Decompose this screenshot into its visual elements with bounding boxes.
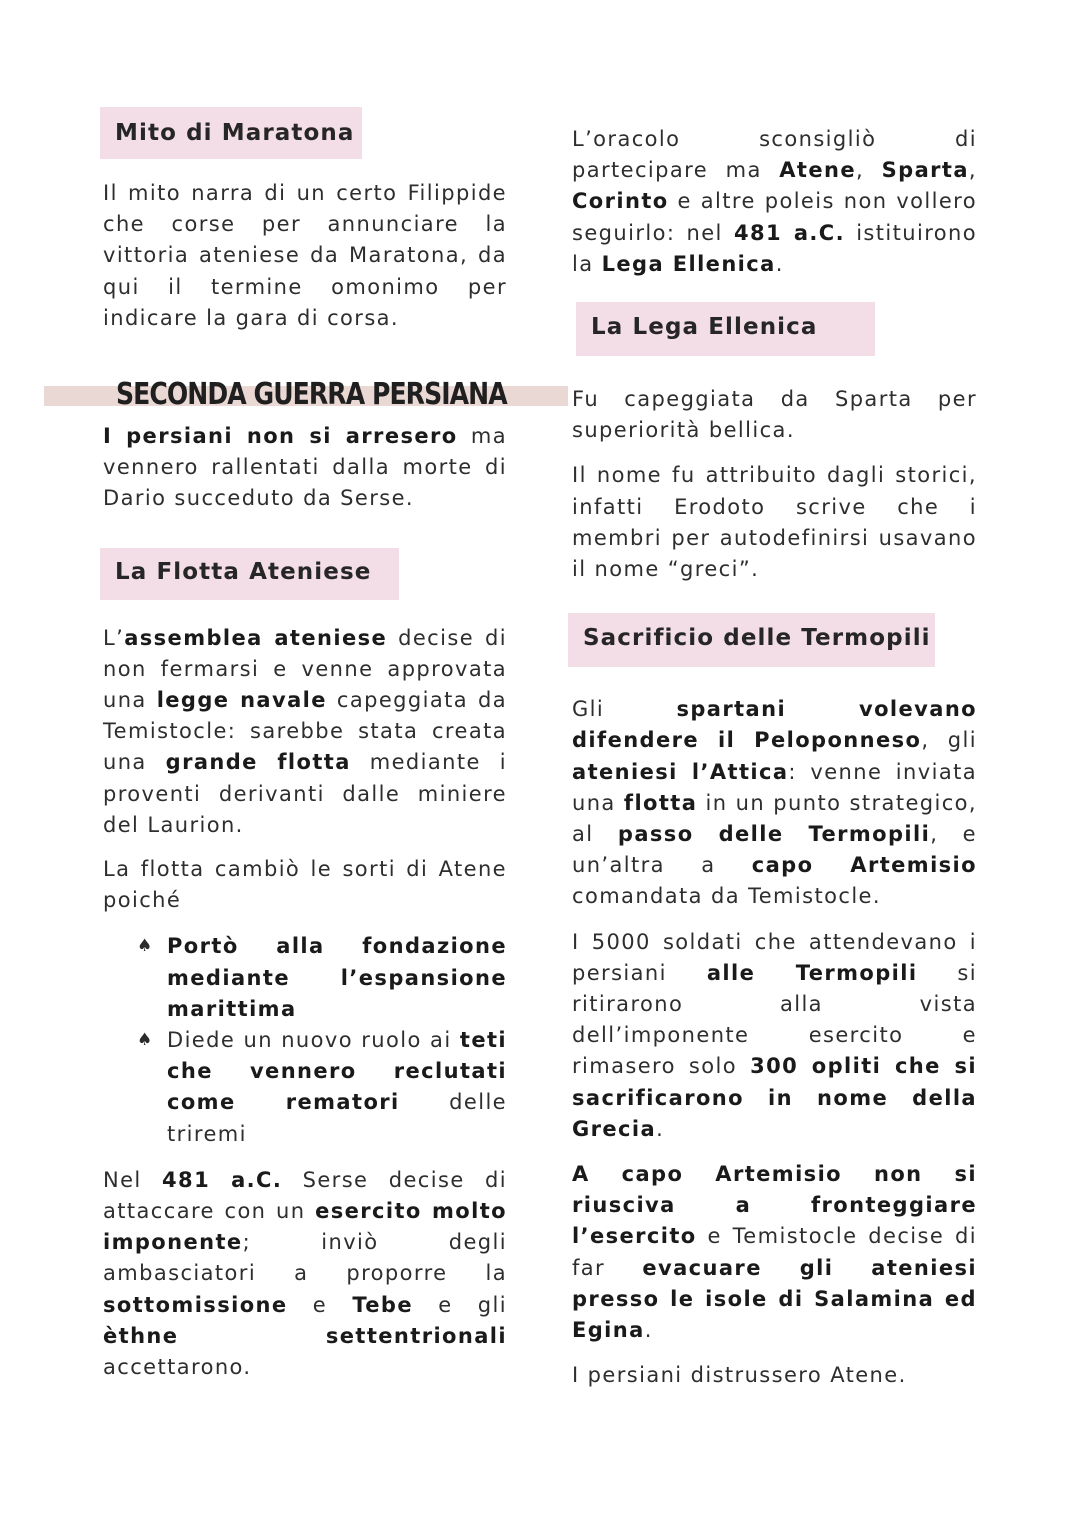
paragraph-termopili-1: Gli spartani volevano difendere il Peloponneso, gli ateniesi l’Attica: venne inviata una flotta in un punto strategico, al passo delle Termopili, e un’altra a capo Artemisio comandata da Temistocle. [572,697,978,909]
paragraph-flotta-2: La flotta cambiò le sorti di Atene poiché [103,857,507,913]
bold-text: sottomissione [103,1292,288,1317]
bold-text: 481 a.C. [162,1167,283,1192]
paragraph-termopili-4: I persiani distrussero Atene. [572,1363,907,1388]
bold-text: Atene [779,158,856,183]
paragraph-481: Nel 481 a.C. Serse decise di attaccare con un esercito molto imponente; inviò degli ambasciatori a proporre la sottomissione e Tebe e gli èthne settentrionali accettarono. [103,1167,507,1380]
paragraph-lega-2: Il nome fu attribuito dagli storici, infatti Erodoto scrive che i membri per autodefinirsi usavano il nome “greci”. [572,463,977,582]
paragraph-seconda-guerra: I persiani non si arresero ma vennero rallentati dalla morte di Dario succeduto da Serse. [103,424,507,511]
heading-la-flotta-ateniese: La Flotta Ateniese [100,548,399,600]
bold-text: Portò alla fondazione mediante l’espansione marittima [167,934,507,1021]
bold-text: passo delle Termopili [617,822,931,847]
heading-la-lega-ellenica: La Lega Ellenica [576,302,875,356]
right-column [572,124,977,1392]
spade-bullet-icon: ♠ [137,1030,153,1051]
bold-text: alle Termopili [706,960,918,985]
list-item [137,931,507,1025]
heading-mito-di-maratona: Mito di Maratona [100,107,362,159]
bold-text: flotta [623,790,698,815]
paragraph-oracolo: L’oracolo sconsigliò di partecipare ma Atene, Sparta, Corinto e altre poleis non vollero seguirlo: nel 481 a.C. istituirono la Lega Ellenica. [572,127,977,276]
list-item [137,1025,507,1150]
bold-text: teti che vennero reclutati come rematori [167,1028,507,1115]
bold-text: grande flotta [165,750,351,775]
bold-text: ateniesi l’Attica [572,759,789,784]
paragraph-termopili-3: A capo Artemisio non si riusciva a fronteggiare l’esercito e Temistocle decise di far evacuare gli ateniesi presso le isole di Salamina ed Egina. [572,1162,977,1343]
heading-sacrificio-delle-termopili: Sacrificio delle Termopili [568,613,935,667]
left-column [103,107,507,1383]
paragraph-flotta-1: L’assemblea ateniese decise di non fermarsi e venne approvata una legge navale capeggiata da Temistocle: sarebbe stata creata una grande flotta mediante i proventi derivanti dalle miniere del Laurion. [103,625,508,837]
bold-text: Lega Ellenica [601,251,776,276]
section-title: SECONDA GUERRA PERSIANA [116,377,507,412]
bullet-text [167,931,507,1025]
bold-text: assemblea ateniese [124,625,388,650]
bold-text: èthne settentrionali [103,1323,507,1348]
paragraph-lega-1: Fu capeggiata da Sparta per superiorità bellica. [572,387,977,443]
bold-text: 300 opliti che si sacrificarono in nome della Grecia [572,1054,977,1141]
bold-text: capo Artemisio [751,853,977,878]
paragraph-mito: Il mito narra di un certo Filippide che corse per annunciare la vittoria ateniese da Maratona, da qui il termine omonimo per indicare la gara di corsa. [103,181,507,330]
bullet-text: Diede un nuovo ruolo ai teti che vennero reclutati come rematori delle triremi [167,1028,508,1146]
bold-text: 481 a.C. [733,220,845,245]
paragraph-termopili-2: I 5000 soldati che attendevano i persiani alle Termopili si ritirarono alla vista dell’imponente esercito e rimasero solo 300 opliti che si sacrificarono in nome della Grecia. [572,929,977,1141]
bullet-list [137,931,507,1149]
bold-text: I persiani non si arresero [103,424,458,449]
bold-text: esercito molto imponente [103,1199,507,1255]
bold-text: Corinto [572,189,669,214]
spade-bullet-icon: ♠ [137,936,153,957]
bold-text: Sparta [881,158,969,183]
bold-text: legge navale [156,688,327,713]
bold-text: evacuare gli ateniesi presso le isole di Salamina ed Egina [572,1255,977,1343]
bold-text: Tebe [352,1292,413,1317]
bold-text: spartani volevano difendere il Peloponneso [572,697,978,753]
bold-text: A capo Artemisio non si riusciva a fronteggiare l’esercito [572,1162,977,1249]
